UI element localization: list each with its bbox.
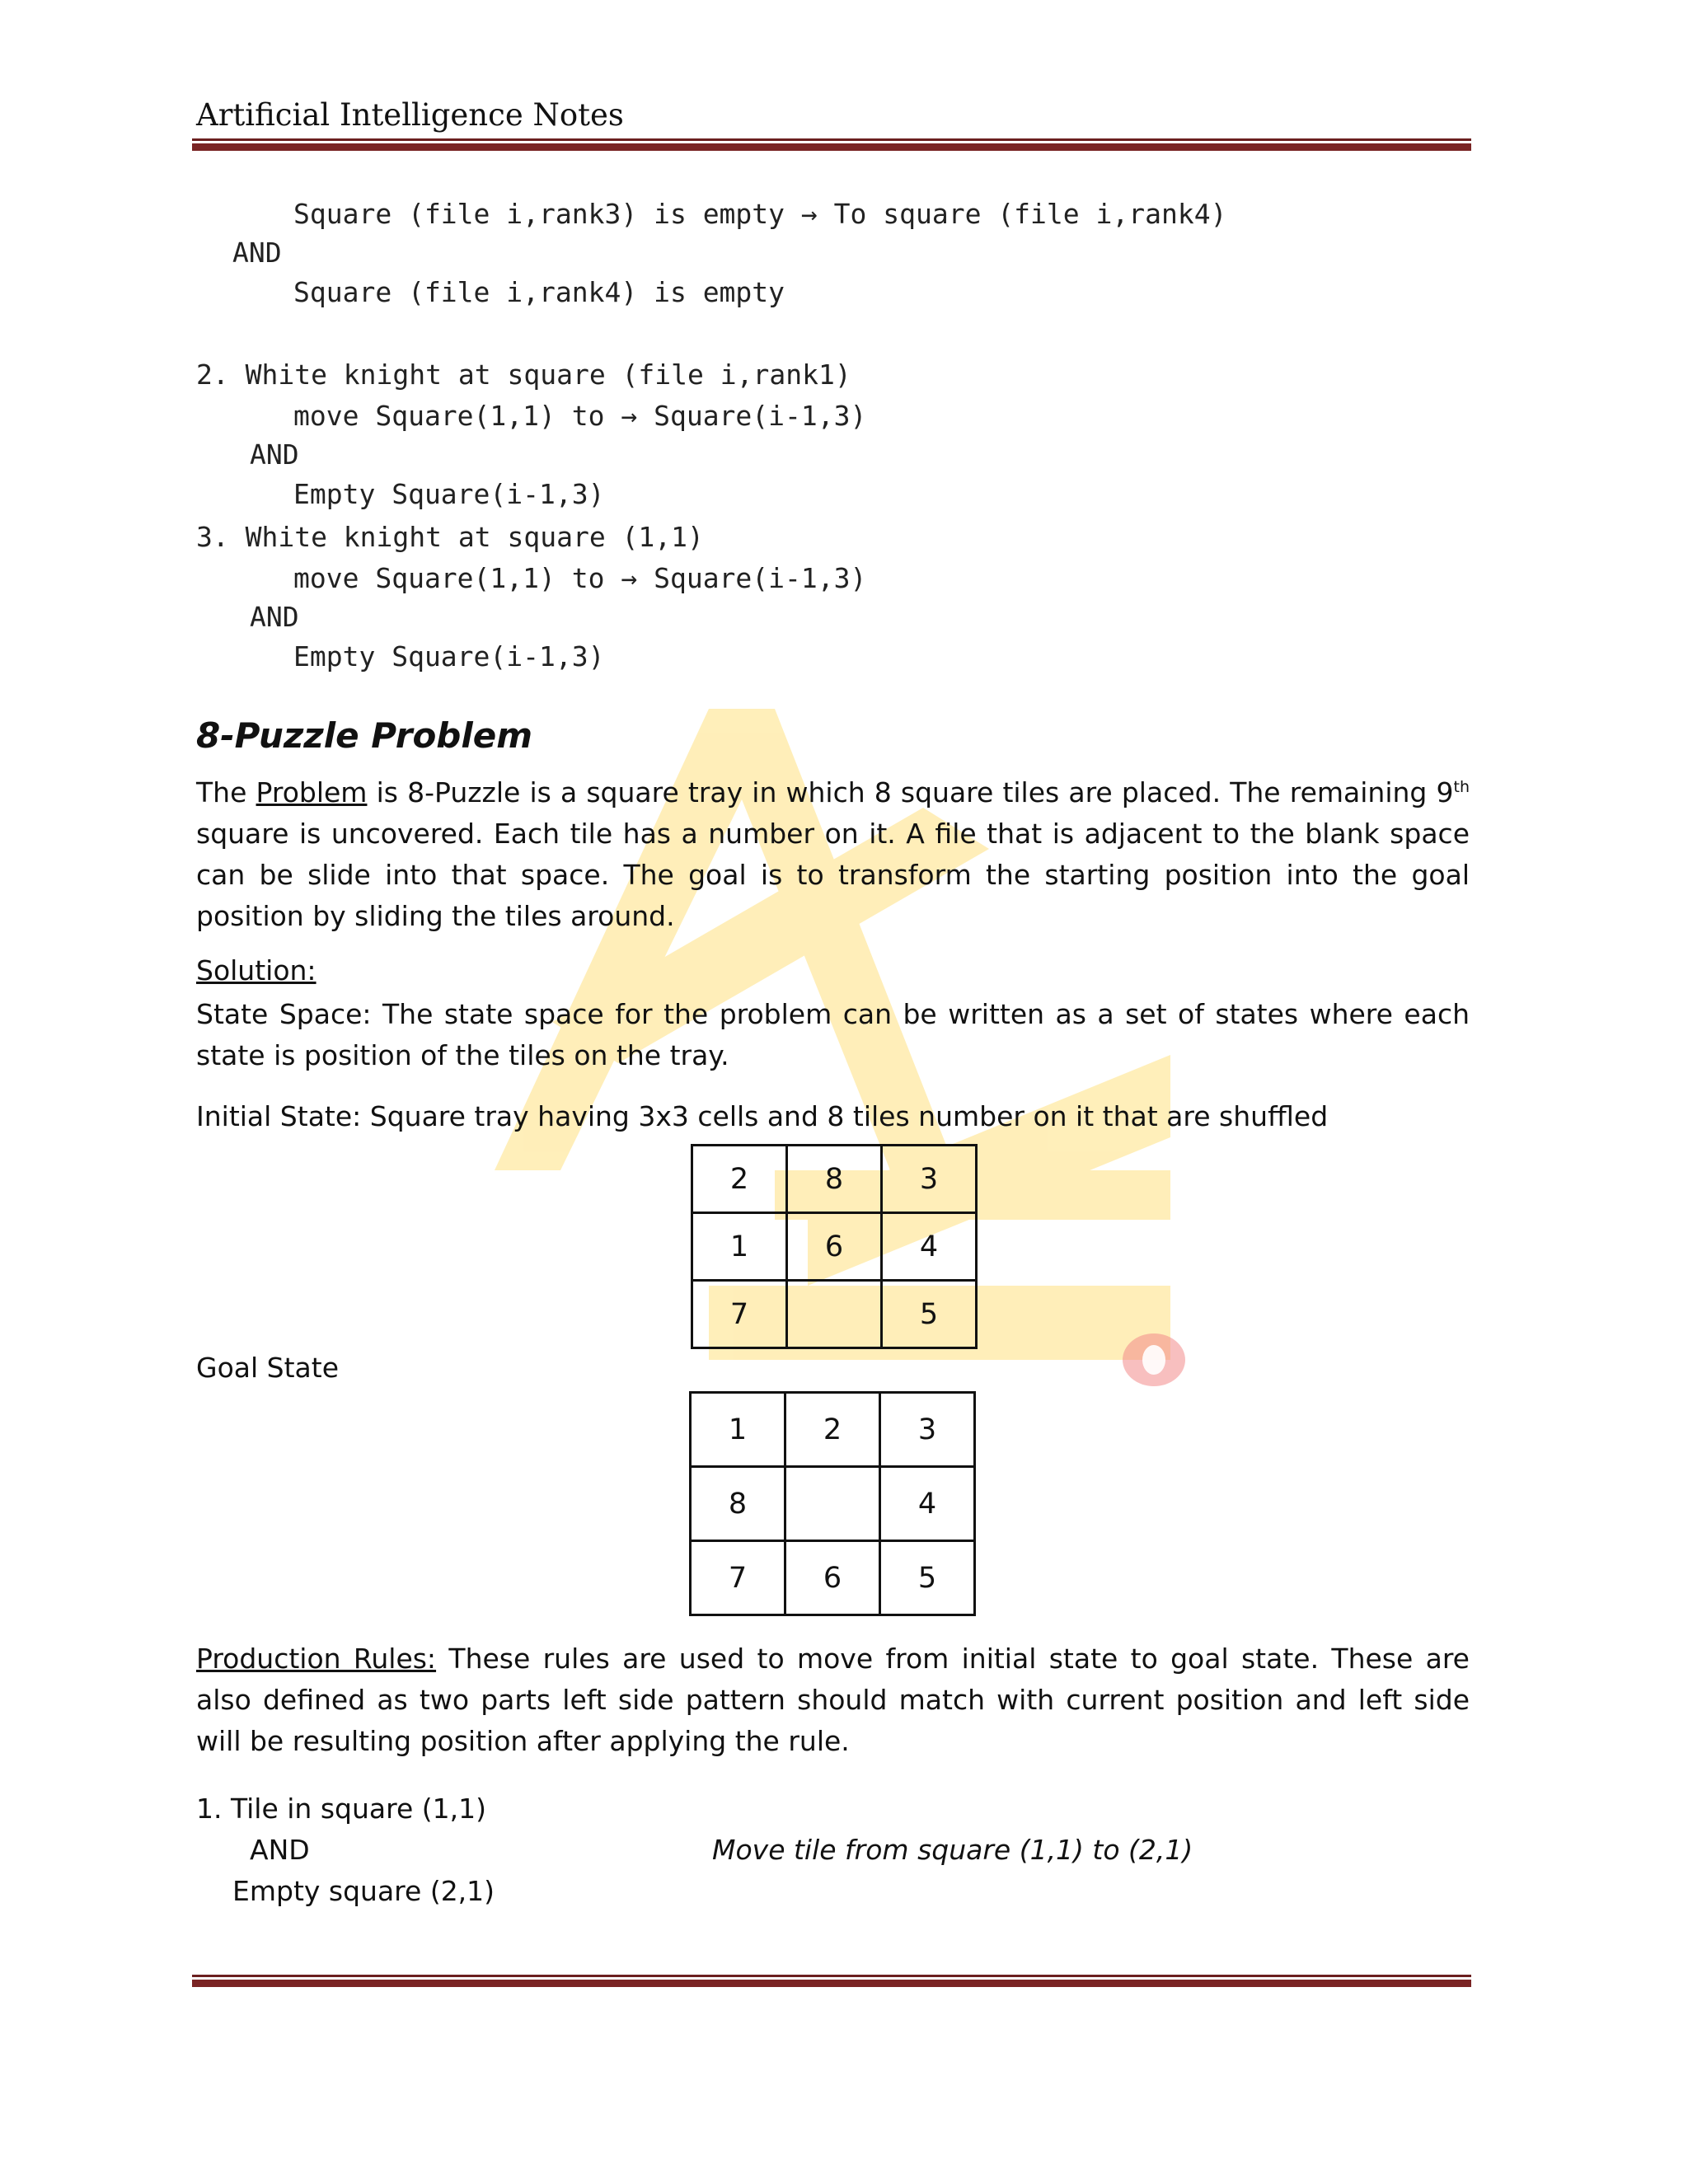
grid-cell: 4 bbox=[882, 1213, 977, 1281]
header-title: Artificial Intelligence Notes bbox=[196, 97, 624, 133]
code-line: move Square(1,1) to → Square(i-1,3) bbox=[293, 400, 867, 432]
rule1-action: Move tile from square (1,1) to (2,1) bbox=[712, 1834, 1193, 1866]
grid-cell: 4 bbox=[880, 1467, 975, 1541]
state-space-paragraph: State Space: The state space for the problem can be written as a set of states where each state is position of the tiles on the tray. bbox=[196, 998, 1470, 1071]
superscript-th: th bbox=[1453, 778, 1470, 796]
section-heading: 8-Puzzle Problem bbox=[196, 715, 533, 756]
grid-cell: 2 bbox=[785, 1393, 880, 1467]
problem-word: Problem bbox=[256, 776, 368, 808]
code-line: Empty Square(i-1,3) bbox=[293, 478, 605, 510]
code-line: Square (file i,rank3) is empty → To square (file i,rank4) bbox=[293, 198, 1227, 230]
intro-text-a: is 8-Puzzle is a square tray in which 8 square tiles are placed. The remaining 9 bbox=[376, 776, 1454, 808]
intro-the: The bbox=[196, 776, 247, 808]
code-line: Empty Square(i-1,3) bbox=[293, 640, 605, 673]
code-line: AND bbox=[250, 601, 299, 633]
header-rule bbox=[192, 138, 1471, 151]
grid-cell: 6 bbox=[785, 1541, 880, 1615]
grid-cell: 5 bbox=[882, 1281, 977, 1348]
intro-paragraph bbox=[196, 766, 1470, 937]
rule1-line1: 1. Tile in square (1,1) bbox=[196, 1793, 486, 1825]
grid-cell: 8 bbox=[691, 1467, 785, 1541]
grid-cell: 3 bbox=[880, 1393, 975, 1467]
code-line: 3. White knight at square (1,1) bbox=[196, 521, 704, 553]
rule1-and: AND bbox=[250, 1834, 310, 1866]
production-rules-text: These rules are used to move from initial state to goal state. These are also defined as two parts left side pattern should match with current position and left side will be resulting position after applying the rule. bbox=[196, 1643, 1470, 1757]
grid-cell: 8 bbox=[787, 1146, 882, 1213]
rule1-line3: Empty square (2,1) bbox=[232, 1875, 495, 1907]
code-line: AND bbox=[250, 438, 299, 471]
grid-cell: 7 bbox=[692, 1281, 787, 1348]
code-line: move Square(1,1) to → Square(i-1,3) bbox=[293, 562, 867, 594]
footer-rule bbox=[192, 1975, 1471, 1987]
initial-state-text: Initial State: Square tray having 3x3 cells and 8 tiles number on it that are shuffled bbox=[196, 1100, 1329, 1132]
intro-text-b: square is uncovered. Each tile has a number on it. A file that is adjacent to the blank space can be slide into that space. The goal is to transform the starting position into the goal position by sliding the tiles around. bbox=[196, 818, 1470, 932]
grid-cell: 1 bbox=[692, 1213, 787, 1281]
goal-state-label: Goal State bbox=[196, 1352, 339, 1384]
grid-cell: 7 bbox=[691, 1541, 785, 1615]
production-rules-paragraph bbox=[196, 1638, 1470, 1762]
goal-state-grid bbox=[689, 1391, 976, 1616]
grid-cell: 2 bbox=[692, 1146, 787, 1213]
code-line: AND bbox=[232, 237, 282, 269]
initial-state-grid bbox=[691, 1144, 978, 1349]
code-line: 2. White knight at square (file i,rank1) bbox=[196, 359, 851, 391]
grid-cell bbox=[787, 1281, 882, 1348]
grid-cell bbox=[785, 1467, 880, 1541]
grid-cell: 1 bbox=[691, 1393, 785, 1467]
production-rules-label: Production Rules: bbox=[196, 1643, 437, 1675]
grid-cell: 6 bbox=[787, 1213, 882, 1281]
grid-cell: 3 bbox=[882, 1146, 977, 1213]
solution-label: Solution: bbox=[196, 954, 316, 987]
code-line: Square (file i,rank4) is empty bbox=[293, 276, 785, 308]
grid-cell: 5 bbox=[880, 1541, 975, 1615]
